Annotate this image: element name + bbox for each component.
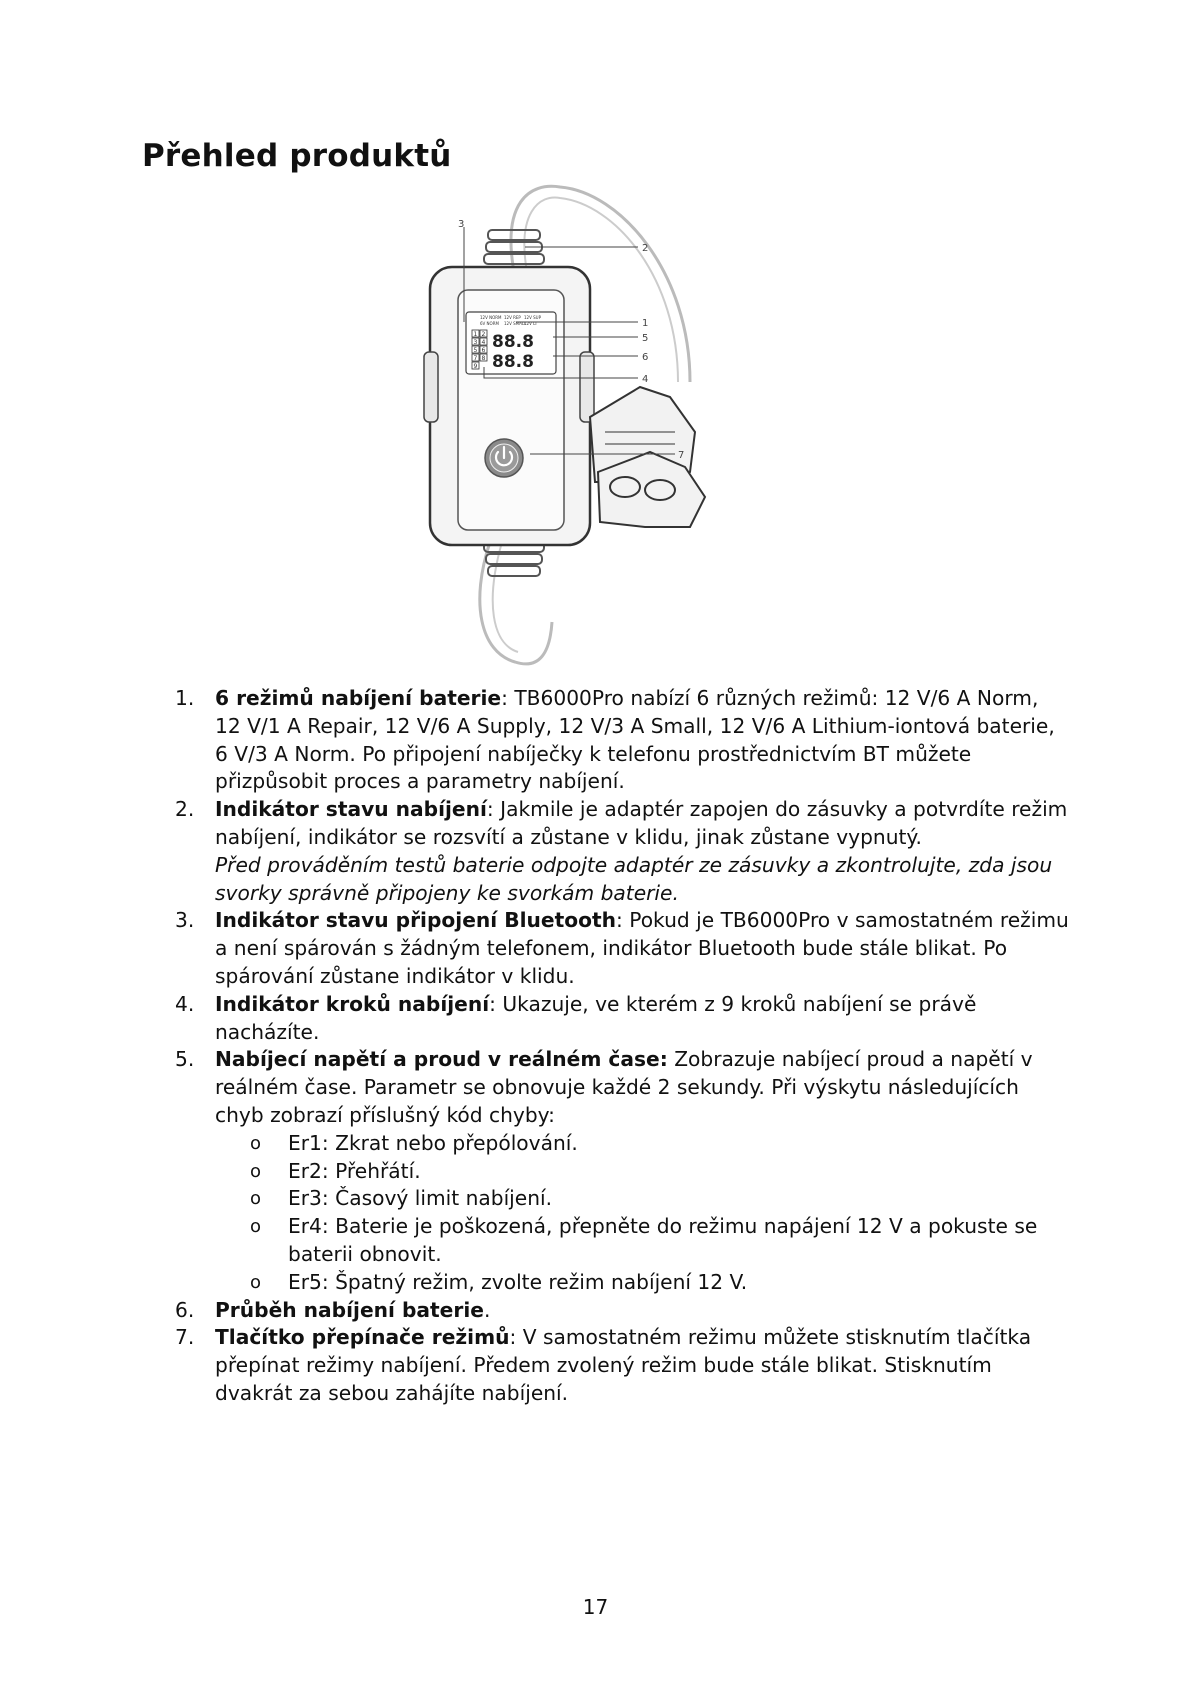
item-heading: Nabíjecí napětí a proud v reálném čase:: [215, 1047, 668, 1072]
list-item: [170, 685, 1070, 796]
bullet-icon: o: [250, 1160, 262, 1182]
feature-list: [170, 685, 1070, 1408]
svg-text:2: 2: [642, 243, 649, 254]
svg-text:2: 2: [481, 331, 486, 338]
bullet-icon: o: [250, 1132, 262, 1154]
right-grip: [580, 352, 594, 422]
lcd-label-top: 12V REP: [504, 315, 521, 320]
lcd-label-top: 12V SUP: [524, 315, 541, 320]
sub-list-item: [170, 1130, 1070, 1158]
item-heading: Tlačítko přepínače režimů: [215, 1325, 510, 1350]
product-diagram: [420, 182, 780, 672]
item-note: Před prováděním testů baterie odpojte adaptér ze zásuvky a zkontrolujte, zda jsou svorky správně připojeny ke svorkám baterie.: [215, 852, 1053, 905]
svg-text:3: 3: [458, 219, 465, 230]
list-number: 2.: [175, 797, 195, 822]
item-heading: Indikátor kroků nabíjení: [215, 991, 490, 1016]
item-text: : Jakmile je adaptér zapojen do zásuvky a potvrdíte režim nabíjení, indikátor se rozsvítí a zůstane v klidu, jinak zůstane vypnutý.: [215, 797, 1068, 849]
sub-list-item: [170, 1213, 1070, 1269]
item-heading: Indikátor stavu připojení Bluetooth: [215, 908, 617, 933]
svg-text:1: 1: [473, 331, 478, 338]
list-item: [170, 991, 1070, 1047]
left-grip: [424, 352, 438, 422]
lcd-label-top: 12V NORM: [480, 315, 502, 320]
lcd-voltage-digits: 88.8: [492, 332, 534, 352]
item-text: : TB6000Pro nabízí 6 různých režimů: 12 V/6 A Norm, 12 V/1 A Repair, 12 V/6 A Supply, 12 V/3 A Small, 12 V/6 A Lithium-iontová baterie, 6 V/3 A Norm. Po připojení nabíječky k telefonu prostřednictvím BT můžete přizpůsobit proces a parametry nabíjení.: [215, 686, 1055, 794]
list-number: 1.: [175, 686, 195, 710]
item-heading: 6 režimů nabíjení baterie: [215, 686, 502, 710]
bullet-icon: o: [250, 1271, 262, 1293]
svg-text:4: 4: [481, 339, 486, 346]
battery-clamps: [590, 387, 705, 527]
list-item: [170, 907, 1070, 990]
sub-list-item: [170, 1158, 1070, 1186]
bullet-icon: o: [250, 1188, 262, 1210]
error-code-text: Er4: Baterie je poškozená, přepněte do režimu napájení 12 V a pokuste se baterii obnovit.: [288, 1214, 1038, 1266]
list-item: [170, 796, 1070, 907]
item-text: .: [483, 1297, 491, 1322]
item-text: : Ukazuje, ve kterém z 9 kroků nabíjení se právě nacházíte.: [215, 991, 977, 1044]
error-code-text: Er5: Špatný režim, zvolte režim nabíjení 12 V.: [288, 1269, 748, 1294]
item-text: : Pokud je TB6000Pro v samostatném režimu a není spárován s žádným telefonem, indikátor Bluetooth bude stále blikat. Po spárování zůstane indikátor v klidu.: [215, 908, 1069, 988]
svg-text:5: 5: [642, 333, 649, 344]
svg-text:8: 8: [481, 355, 486, 362]
item-text: : V samostatném režimu můžete stisknutím tlačítka přepínat režimy nabíjení. Předem zvolený režim bude stále blikat. Stisknutím dvakrát za sebou zahájíte nabíjení.: [215, 1325, 1032, 1405]
sub-list-item: [170, 1269, 1070, 1297]
item-heading: Průběh nabíjení baterie: [215, 1297, 484, 1322]
item-heading: Indikátor stavu nabíjení: [215, 797, 487, 822]
error-code-text: Er2: Přehřátí.: [288, 1158, 421, 1183]
list-number: 7.: [175, 1325, 195, 1350]
list-number: 3.: [175, 908, 195, 933]
error-code-text: Er3: Časový limit nabíjení.: [288, 1186, 553, 1211]
svg-text:4: 4: [642, 374, 649, 385]
page-title: Přehled produktů: [142, 138, 452, 174]
svg-text:6: 6: [642, 352, 649, 363]
svg-text:9: 9: [473, 363, 478, 370]
svg-text:7: 7: [473, 355, 478, 362]
svg-text:3: 3: [473, 339, 478, 346]
lcd-label-top: 12V SMALL: [504, 321, 527, 326]
list-number: 5.: [175, 1047, 195, 1072]
svg-text:1: 1: [642, 318, 649, 329]
list-item: [170, 1046, 1070, 1129]
lcd-current-digits: 88.8: [492, 352, 534, 372]
lcd-label-top: 12V LI: [524, 321, 537, 326]
list-item: [170, 1297, 1070, 1325]
list-item: [170, 1324, 1070, 1407]
list-number: 6.: [175, 1297, 195, 1322]
sub-list-item: [170, 1185, 1070, 1213]
svg-text:6: 6: [481, 347, 486, 354]
item-text: Zobrazuje nabíjecí proud a napětí v reálném čase. Parametr se obnovuje každé 2 sekundy. Při výskytu následujících chyb zobrazí příslušný kód chyby:: [215, 1047, 1033, 1127]
bullet-icon: o: [250, 1216, 262, 1238]
bottom-cable-inner: [493, 542, 518, 652]
svg-text:5: 5: [473, 347, 478, 354]
bottom-strain-relief: [484, 542, 544, 576]
svg-text:7: 7: [678, 450, 685, 461]
lcd-label-top: 6V NORM: [480, 321, 499, 326]
list-number: 4.: [175, 991, 195, 1016]
error-code-text: Er1: Zkrat nebo přepólování.: [288, 1130, 578, 1155]
page-number: 17: [582, 1595, 609, 1619]
